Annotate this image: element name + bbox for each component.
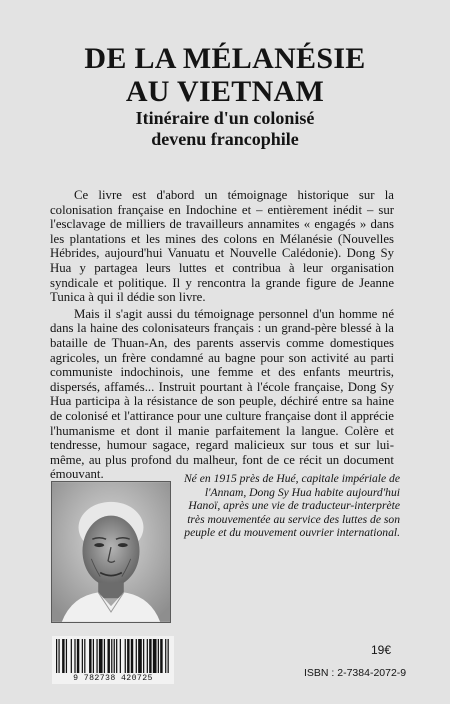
barcode-bar xyxy=(96,639,97,673)
blurb-paragraph-1: Ce livre est d'abord un témoignage historique sur la colonisation française en Indochine et – entièrement inédit – sur l'esclavage de milliers de travailleurs annamites « engagés » dans les plantations et les mines des colons en Mélanésie (Nouvelles Hébrides, aujourd'hui Vanuatu et Nouvelle Calédonie). Dong Sy Hua y partagea leurs luttes et contribua à leur organisation syndicale et politique. Il y rencontra la grande figure de Jeanne Tunica à qui il dédie son livre. xyxy=(50,188,394,305)
barcode-bar xyxy=(120,639,121,673)
barcode-bar xyxy=(111,639,112,673)
barcode-bar xyxy=(62,639,64,673)
barcode xyxy=(52,636,174,684)
barcode-bar xyxy=(116,639,117,673)
barcode-bar xyxy=(93,639,94,673)
title-line-2: AU VIETNAM xyxy=(125,75,325,108)
barcode-bar xyxy=(58,639,59,673)
barcode-bar xyxy=(138,639,142,673)
barcode-bar xyxy=(107,639,109,673)
author-photo xyxy=(51,481,171,623)
barcode-bar xyxy=(99,639,103,673)
barcode-bar xyxy=(158,639,159,673)
barcode-digits: 9 782738 420725 xyxy=(73,674,153,683)
barcode-bar xyxy=(82,639,83,673)
barcode-bar xyxy=(131,639,133,673)
isbn: ISBN : 2-7384-2072-9 xyxy=(304,667,407,679)
barcode-bar xyxy=(84,639,85,673)
barcode-bar xyxy=(153,639,157,673)
barcode-bar xyxy=(56,639,57,673)
author-bio: Né en 1915 près de Hué, capitale impériale de l'Annam, Dong Sy Hua habite aujourd'hui Hanoï, après une vie de traducteur-interprète très mouvementée au service des luttes de son peuple et du mouvement ouvrier international. xyxy=(183,472,400,540)
barcode-bar xyxy=(66,639,67,673)
barcode-bar xyxy=(147,639,148,673)
barcode-bar xyxy=(149,639,151,673)
barcode-bar xyxy=(71,639,72,673)
barcode-bar xyxy=(104,639,105,673)
barcode-bars xyxy=(56,639,170,673)
barcode-bar xyxy=(165,639,166,673)
barcode-bar xyxy=(127,639,129,673)
barcode-bar xyxy=(136,639,137,673)
blurb xyxy=(50,188,394,482)
barcode-bar xyxy=(160,639,162,673)
barcode-bar xyxy=(125,639,126,673)
barcode-bar xyxy=(74,639,75,673)
subtitle-line-2: devenu francophile xyxy=(151,129,299,149)
barcode-bar xyxy=(168,639,169,673)
author-portrait-image xyxy=(52,482,170,622)
barcode-bar xyxy=(77,639,79,673)
title-line-1: DE LA MÉLANÉSIE xyxy=(84,42,366,75)
blurb-paragraph-2: Mais il s'agit aussi du témoignage personnel d'un homme né dans la haine des colonisateurs français : un grand-père blessé à la bataille de Thuan-An, des parents asservis comme domestiques agricoles, un frère condamné au bagne pour son activité au parti communiste indochinois, une femme et des enfants meurtris, dispersés, affamés... Instruit pourtant à l'école française, Dong Sy Hua participa à la résistance de son peuple, déchiré entre sa haine de colonisé et l'attirance pour une culture française dont il apprécie l'humanisme et dont il manie parfaitement la langue. Colère et tendresse, humour sagace, regard malicieux sur tous et sur lui-même, au plus profond du malheur, font de ce récit un document émouvant. xyxy=(50,306,394,482)
barcode-bar xyxy=(143,639,144,673)
price: 19€ xyxy=(371,643,392,657)
barcode-bar xyxy=(114,639,115,673)
barcode-bar xyxy=(89,639,91,673)
subtitle-line-1: Itinéraire d'un colonisé xyxy=(135,108,315,128)
